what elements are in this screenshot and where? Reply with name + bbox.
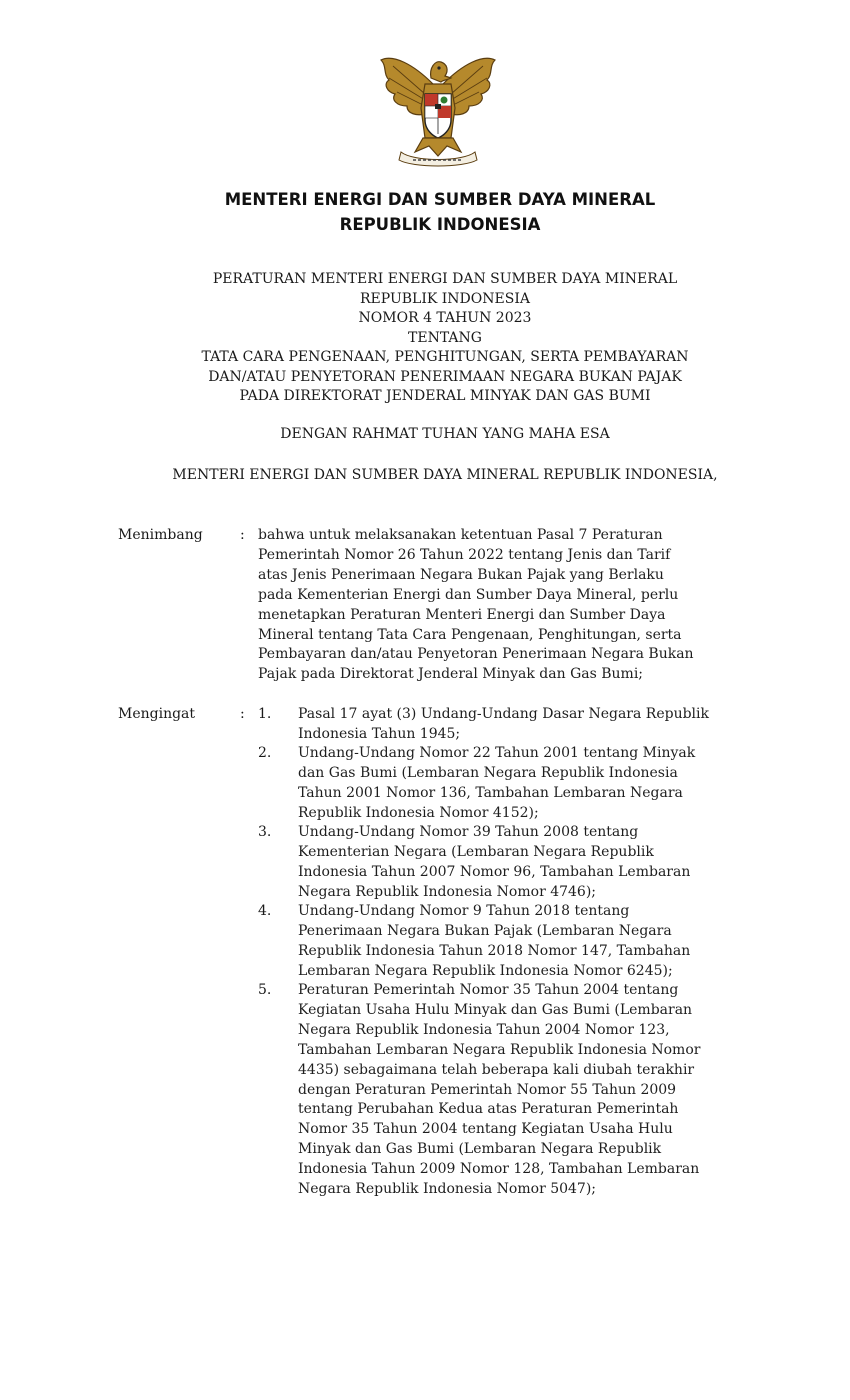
item-line: Negara Republik Indonesia Tahun 2004 Nomor 123, (298, 1021, 670, 1038)
item-line: Tahun 2001 Nomor 136, Tambahan Lembaran Negara (298, 784, 683, 801)
item-number: 4. (258, 903, 272, 919)
blessing-line: DENGAN RAHMAT TUHAN YANG MAHA ESA (280, 426, 610, 442)
regulation-title-line: DAN/ATAU PENYETORAN PENERIMAAN NEGARA BUKAN PAJAK (208, 368, 682, 385)
menimbang-line: Mineral tentang Tata Cara Pengenaan, Penghitungan, serta (258, 626, 682, 643)
item-line: Minyak dan Gas Bumi (Lembaran Negara Republik (298, 1141, 662, 1158)
item-line: dengan Peraturan Pemerintah Nomor 55 Tahun 2009 (298, 1081, 677, 1098)
item-line: Peraturan Pemerintah Nomor 35 Tahun 2004 tentang (298, 982, 679, 998)
item-line: Lembaran Negara Republik Indonesia Nomor 6245); (298, 962, 673, 979)
regulation-title-line: PADA DIREKTORAT JENDERAL MINYAK DAN GAS BUMI (239, 388, 651, 404)
mengingat-item (298, 705, 709, 745)
regulation-title (0, 270, 850, 407)
item-line: Undang-Undang Nomor 22 Tahun 2001 tentang Minyak (298, 745, 696, 761)
menimbang-line: pada Kementerian Energi dan Sumber Daya Mineral, perlu (258, 586, 679, 603)
ministry-title: MENTERI ENERGI DAN SUMBER DAYA MINERAL (224, 190, 656, 209)
item-number: 3. (258, 824, 272, 840)
item-line: 4435) sebagaimana telah beberapa kali diubah terakhir (298, 1061, 695, 1078)
item-line: Kegiatan Usaha Hulu Minyak dan Gas Bumi (Lembaran (298, 1001, 693, 1018)
ministry-country: REPUBLIK INDONESIA (339, 215, 541, 234)
mengingat-item (298, 902, 690, 982)
item-number: 1. (258, 706, 272, 722)
menimbang-line: Pemerintah Nomor 26 Tahun 2022 tentang Jenis dan Tarif (258, 546, 671, 563)
item-line: Penerimaan Negara Bukan Pajak (Lembaran Negara (298, 922, 672, 939)
menimbang-line: atas Jenis Penerimaan Negara Bukan Pajak yang Berlaku (258, 566, 664, 583)
item-line: Tambahan Lembaran Negara Republik Indonesia Nomor (298, 1041, 701, 1058)
item-line: Undang-Undang Nomor 39 Tahun 2008 tentang (298, 824, 639, 840)
item-line: tentang Perubahan Kedua atas Peraturan Pemerintah (298, 1101, 679, 1118)
item-line: Indonesia Tahun 1945; (298, 725, 461, 742)
item-line: Kementerian Negara (Lembaran Negara Republik (298, 843, 654, 860)
mengingat-item (298, 744, 695, 824)
mengingat-colon: : (240, 706, 245, 722)
item-line: Negara Republik Indonesia Nomor 5047); (298, 1181, 597, 1198)
menimbang-line: bahwa untuk melaksanakan ketentuan Pasal 7 Peraturan (258, 527, 663, 543)
item-number: 2. (258, 745, 272, 761)
item-line: Pasal 17 ayat (3) Undang-Undang Dasar Negara Republik (298, 706, 709, 722)
menimbang-label: Menimbang (118, 527, 203, 543)
garuda-emblem-icon (373, 44, 503, 176)
menimbang-line: Pajak pada Direktorat Jenderal Minyak dan Gas Bumi; (258, 666, 644, 683)
mengingat-label: Mengingat (118, 706, 196, 722)
item-line: Negara Republik Indonesia Nomor 4746); (298, 883, 597, 900)
regulation-title-line: PERATURAN MENTERI ENERGI DAN SUMBER DAYA MINERAL (212, 271, 678, 287)
regulation-title-line: TENTANG (408, 329, 482, 346)
item-line: Undang-Undang Nomor 9 Tahun 2018 tentang (298, 903, 630, 919)
item-line: dan Gas Bumi (Lembaran Negara Republik Indonesia (298, 764, 678, 781)
item-line: Republik Indonesia Tahun 2018 Nomor 147, Tambahan (298, 942, 691, 959)
item-line: Republik Indonesia Nomor 4152); (298, 804, 539, 821)
item-number: 5. (258, 982, 272, 998)
menimbang-colon: : (240, 527, 245, 543)
regulation-title-line: NOMOR 4 TAHUN 2023 (358, 310, 532, 326)
menimbang-line: Pembayaran dan/atau Penyetoran Penerimaan Negara Bukan (258, 646, 694, 663)
regulation-title-line: REPUBLIK INDONESIA (360, 290, 530, 307)
regulation-title-line: TATA CARA PENGENAAN, PENGHITUNGAN, SERTA PEMBAYARAN (201, 349, 689, 365)
mengingat-item (298, 823, 690, 903)
menimbang-text (258, 526, 694, 685)
mengingat-item (298, 981, 700, 1200)
item-line: Indonesia Tahun 2009 Nomor 128, Tambahan Lembaran (298, 1161, 700, 1178)
item-line: Indonesia Tahun 2007 Nomor 96, Tambahan Lembaran (298, 863, 691, 880)
menimbang-line: menetapkan Peraturan Menteri Energi dan Sumber Daya (258, 606, 666, 623)
minister-line: MENTERI ENERGI DAN SUMBER DAYA MINERAL REPUBLIK INDONESIA, (172, 467, 718, 483)
item-line: Nomor 35 Tahun 2004 tentang Kegiatan Usaha Hulu (298, 1121, 673, 1138)
